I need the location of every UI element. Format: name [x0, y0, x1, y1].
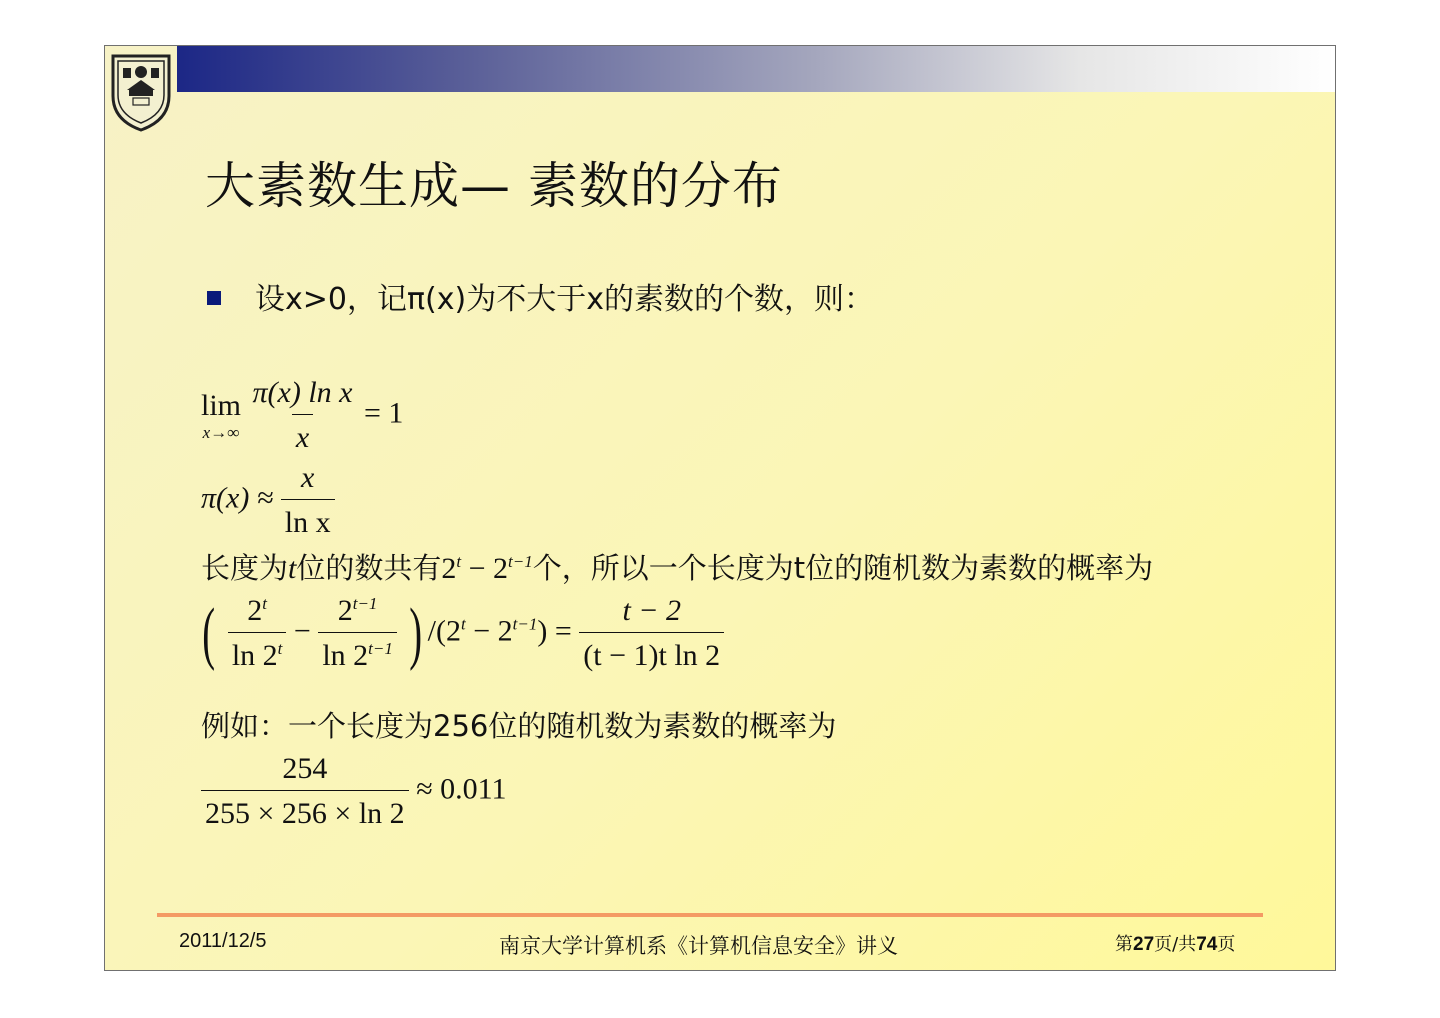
prob-fraction-b: [318, 594, 397, 673]
lim-subscript: x→∞: [202, 422, 240, 442]
text-t: t: [288, 552, 297, 585]
formula-example: [201, 752, 507, 831]
lim-operator: lim: [201, 388, 242, 422]
formula-probability: ( $\frac{2^t}{\ln 2^t}$ − $\frac{2^{t-1}}{\ln 2^{t-1}}$ ) $/(2^t - 2^{t-1})$ = $\frac{t - 2}{\text{(t − 1)t ln 2}}$: [197, 594, 724, 673]
footer-date: 2011/12/5: [179, 930, 267, 952]
left-paren: (: [202, 594, 216, 672]
footer-rule: [157, 913, 1263, 917]
bullet-square-icon: [207, 291, 221, 305]
pi-approx-lhs: π(x) ≈: [201, 481, 274, 515]
bullet-text: 设x>0，记π(x)为不大于x的素数的个数，则：: [255, 282, 874, 317]
slide-title: 大素数生成— 素数的分布: [205, 157, 783, 215]
example-text: 例如：一个长度为256位的随机数为素数的概率为: [201, 709, 837, 743]
pi-approx-denominator: ln x: [281, 499, 335, 540]
prob-a-denominator: ln 2$^t$: [228, 632, 287, 673]
prob-result-numerator: t − 2: [622, 594, 682, 627]
example-fraction: [201, 752, 409, 831]
limit-denominator: x: [292, 414, 313, 455]
limit-numerator: π(x) ln x: [252, 376, 353, 409]
example-denominator: 255 × 256 × ln 2: [201, 790, 409, 831]
footer-page-number: 第27页/共74页: [1115, 934, 1236, 955]
limit-rhs: = 1: [364, 396, 404, 430]
prob-result-fraction: [579, 594, 724, 673]
minus-sign: −: [293, 614, 319, 648]
example-numerator: 254: [282, 752, 328, 785]
prob-b-denominator: $\ln 2^{t-1}$: [318, 632, 397, 673]
prob-result-denominator: (t − 1)t ln 2: [579, 632, 724, 673]
formula-limit: [201, 376, 403, 455]
pi-approx-fraction: [281, 461, 335, 540]
pow-exp-t1: t−1: [508, 552, 533, 571]
prob-divide: /(2: [427, 614, 461, 648]
prob-equals: ) =: [537, 614, 572, 648]
pow-exp-t: t: [456, 552, 462, 571]
minus-sign: −: [461, 552, 494, 585]
text-bits-total: 位的数共有: [296, 551, 442, 585]
nanjing-university-seal-icon: [109, 50, 173, 132]
text-length: 长度为: [201, 551, 289, 585]
pow-base: 2: [493, 552, 509, 585]
footer-course-title: 南京大学计算机系《计算机信息安全》讲义: [499, 934, 898, 958]
bullet-item: [207, 274, 874, 318]
pi-approx-numerator: x: [301, 461, 315, 494]
prob-fraction-a: [228, 594, 287, 673]
text-count-tail: 个，所以一个长度为t位的随机数为素数的概率为: [532, 551, 1154, 585]
text-line-t-bits: [201, 546, 1153, 587]
slide: [104, 45, 1336, 971]
right-paren: ): [409, 594, 423, 672]
prob-a-numerator: 2$^t$: [247, 594, 267, 627]
prob-b-numerator: $2^{t-1}$: [337, 594, 378, 627]
header-gradient-band: [177, 46, 1335, 92]
formula-pi-approx: [201, 461, 335, 540]
example-rhs: ≈ 0.011: [416, 772, 507, 806]
limit-fraction: [249, 376, 357, 455]
pow-base: 2: [441, 552, 457, 585]
